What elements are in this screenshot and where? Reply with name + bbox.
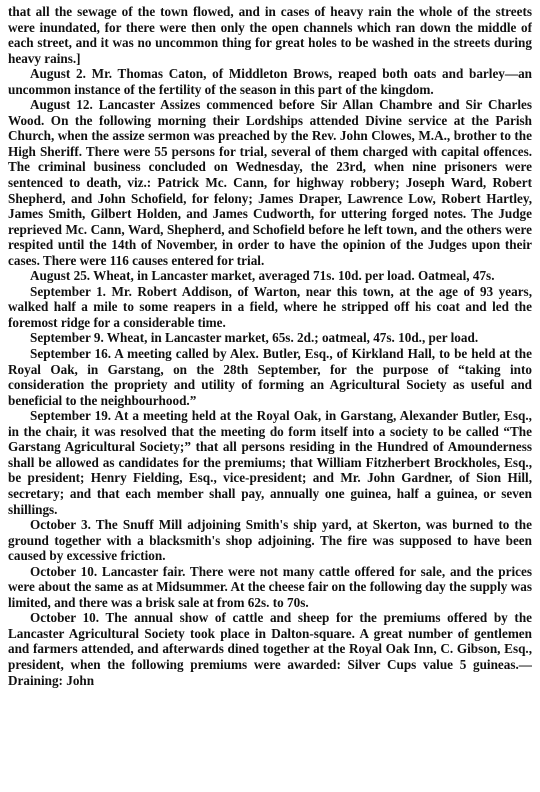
entry-text: Wheat, in Lancaster market, 65s. 2d.; oatmeal, 47s. 10d., per load. [103,330,479,346]
entry-text: At a meeting held at the Royal Oak, in Garstang, Alexander Butler, Esq., in the chair, it was resolved that the meeting do form itself into a society to be called “The Garstang Agricultural Society;” that all persons residing in the Hundred of Amounderness shall be allowed as candidates for the premiums; that William Fitzherbert Brockholes, Esq., be president; Henry Fielding, Esq., vice-president; and Mr. John Gardner, of Sion Hill, secretary; and that each member shall pay, annually one guinea, half a guinea, or seven shillings. [8,408,532,517]
paragraph-9 [8,564,532,611]
paragraph-3 [8,268,532,284]
entry-text: The Snuff Mill adjoining Smith's ship yard, at Skerton, was burned to the ground together with a blacksmith's shop adjoining. The fire was supposed to have been caused by excessive friction. [8,517,532,564]
entry-date: October 10. [30,563,98,579]
entry-date: August 2. [30,66,86,82]
entry-text: Lancaster Assizes commenced before Sir Allan Chambre and Sir Charles Wood. On the following morning their Lordships attended Divine service at the Parish Church, when the assize sermon was preached by the Rev. John Clowes, M.A., brother to the High Sheriff. There were 55 persons for trial, several of them charged with capital offences. The criminal business concluded on Wednesday, the 23rd, when nine prisoners were sentenced to death, viz.: Patrick Mc. Cann, for highway robbery; Joseph Ward, Robert Shepherd, and John Schofield, for felony; James Draper, Lawrence Low, Robert Hartley, James Smith, Gilbert Holden, and James Cudworth, for uttering forged notes. The Judge reprieved Mc. Cann, Ward, Shepherd, and Schofield before he left town, and the others were respited until the 14th of November, in order to have the opinion of the Judges upon their cases. There were 116 causes entered for trial. [8,97,532,268]
paragraph-5 [8,330,532,346]
paragraph-1 [8,66,532,97]
paragraph-8 [8,517,532,564]
entry-text: Mr. Thomas Caton, of Middleton Brows, reaped both oats and barley—an uncommon instance of the fertility of the season in this part of the kingdom. [8,66,532,97]
entry-text: Lancaster fair. There were not many cattle offered for sale, and the prices were about the same as at Midsummer. At the cheese fair on the following day the supply was limited, and there was a brisk sale at from 62s. to 70s. [8,563,532,610]
entry-date: October 10. [30,610,100,626]
entry-date: October 3. [30,517,91,533]
document-page [8,0,532,788]
entry-text: that all the sewage of the town flowed, and in cases of heavy rain the whole of the streets were inundated, for there were then only the open channels which ran down the middle of each street, and it was no uncommon thing for great holes to be washed in the streets during heavy rains.] [8,4,532,66]
entry-date: August 12. [30,97,93,113]
entry-text: Wheat, in Lancaster market, averaged 71s. 10d. per load. Oatmeal, 47s. [90,268,495,284]
paragraph-6 [8,346,532,408]
entry-date: August 25. [30,268,91,284]
entry-date: September 16. [30,346,112,362]
paragraph-0 [8,4,532,66]
entry-text: A meeting called by Alex. Butler, Esq., of Kirkland Hall, to be held at the Royal Oak, in Garstang, on the 28th September, for the purpose of “taking into consideration the propriety and utility of forming an Agricultural Society as useful and beneficial to the neighbourhood.” [8,346,532,408]
paragraph-10 [8,610,532,688]
paragraph-4 [8,284,532,331]
entry-text: Mr. Robert Addison, of Warton, near this town, at the age of 93 years, walked half a mile to some reapers in a field, where he stripped off his coat and led the foremost ridge for a considerable time. [8,283,532,330]
paragraph-2 [8,97,532,268]
entry-date: September 1. [30,283,106,299]
entry-date: September 19. [30,408,112,424]
entry-text: The annual show of cattle and sheep for the premiums offered by the Lancaster Agricultural Society took place in Dalton-square. A great number of gentlemen and farmers attended, and afterwards dined together at the Royal Oak Inn, C. Gibson, Esq., president, when the following premiums were awarded: Silver Cups value 5 guineas.—Draining: John [8,610,532,688]
paragraph-7 [8,408,532,517]
entry-date: September 9. [30,330,104,346]
